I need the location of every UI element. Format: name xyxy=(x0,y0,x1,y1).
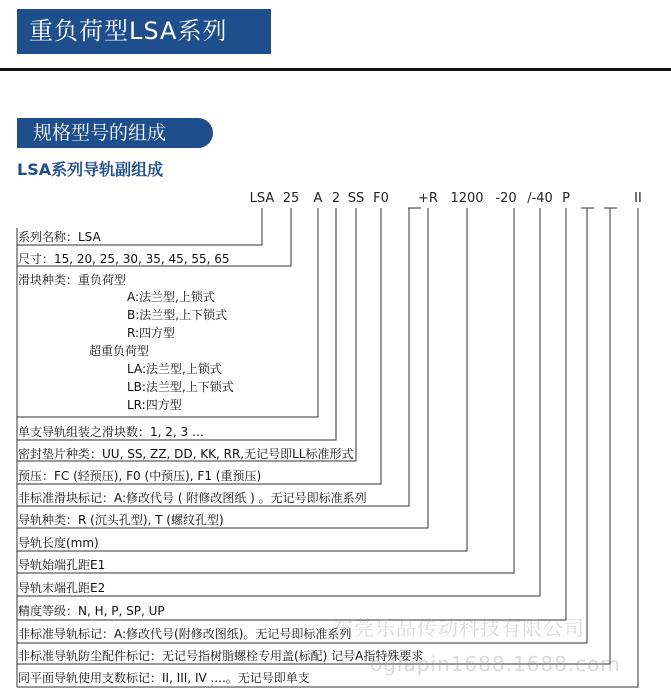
code-part: 25 xyxy=(282,191,300,206)
row-size: 尺寸：15, 20, 25, 30, 35, 45, 55, 65 xyxy=(18,252,230,266)
code-part: /-40 xyxy=(527,191,553,206)
code-part: II xyxy=(634,191,642,206)
row-block-type: 滑块种类：重负荷型 xyxy=(18,273,127,287)
row-block-a: A:法兰型,上锁式 xyxy=(127,290,215,304)
code-part: +R xyxy=(418,191,438,206)
watermark-company: 东莞乐品传动科技有限公司 xyxy=(333,616,585,640)
row-e2: 导轨末端孔距E2 xyxy=(18,581,106,595)
code-part: P xyxy=(562,191,570,206)
row-e1: 导轨始端孔距E1 xyxy=(18,558,106,572)
row-block-la: LA:法兰型,上锁式 xyxy=(127,362,222,376)
section-pill: 规格型号的组成 xyxy=(17,118,213,148)
section-subtitle: LSA系列导轨副组成 xyxy=(17,160,164,179)
page-title: 重负荷型LSA系列 xyxy=(17,9,271,54)
row-dust-cap: 非标准导轨防尘配件标记：无记号指树脂螺栓专用盖(标配) 记号A指特殊要求 xyxy=(18,649,424,663)
row-rail-type: 导轨种类：R (沉头孔型), T (螺纹孔型) xyxy=(18,513,224,527)
row-block-lr: LR:四方型 xyxy=(127,398,182,412)
row-series: 系列名称：LSA xyxy=(18,230,101,244)
row-nonstd-rail: 非标准导轨标记：A:修改代号(附修改图纸)。无记号即标准系列 xyxy=(18,627,352,641)
watermark-url: oglapin1688.1688.com xyxy=(370,652,621,676)
code-part: A xyxy=(313,191,323,206)
row-accuracy: 精度等级：N, H, P, SP, UP xyxy=(18,604,165,618)
row-rail-count: 同平面导轨使用支数标记：II, III, IV ....。无记号即单支 xyxy=(18,671,310,685)
row-seal: 密封垫片种类：UU, SS, ZZ, DD, KK, RR,无记号即LL标准形式 xyxy=(18,447,354,461)
row-nonstd-block: 非标准滑块标记：A:修改代号 ( 附修改图纸 ) 。无记号即标准系列 xyxy=(18,491,367,505)
code-part: SS xyxy=(347,191,365,206)
row-block-b: B:法兰型,上下锁式 xyxy=(127,308,228,322)
row-block-lb: LB:法兰型,上下锁式 xyxy=(127,380,234,394)
row-super-heavy: 超重负荷型 xyxy=(89,344,150,358)
code-part: 1200 xyxy=(450,191,484,206)
code-part: -20 xyxy=(495,191,517,206)
code-part: LSA xyxy=(249,191,275,206)
code-part: 2 xyxy=(331,191,341,206)
row-block-r: R:四方型 xyxy=(127,326,176,340)
row-rail-length: 导轨长度(mm) xyxy=(18,536,99,550)
row-preload: 预压：FC (轻预压), F0 (中预压), F1 (重预压) xyxy=(18,469,262,483)
code-part: F0 xyxy=(373,191,389,206)
row-block-count: 单支导轨组装之滑块数：1, 2, 3 … xyxy=(18,425,204,439)
